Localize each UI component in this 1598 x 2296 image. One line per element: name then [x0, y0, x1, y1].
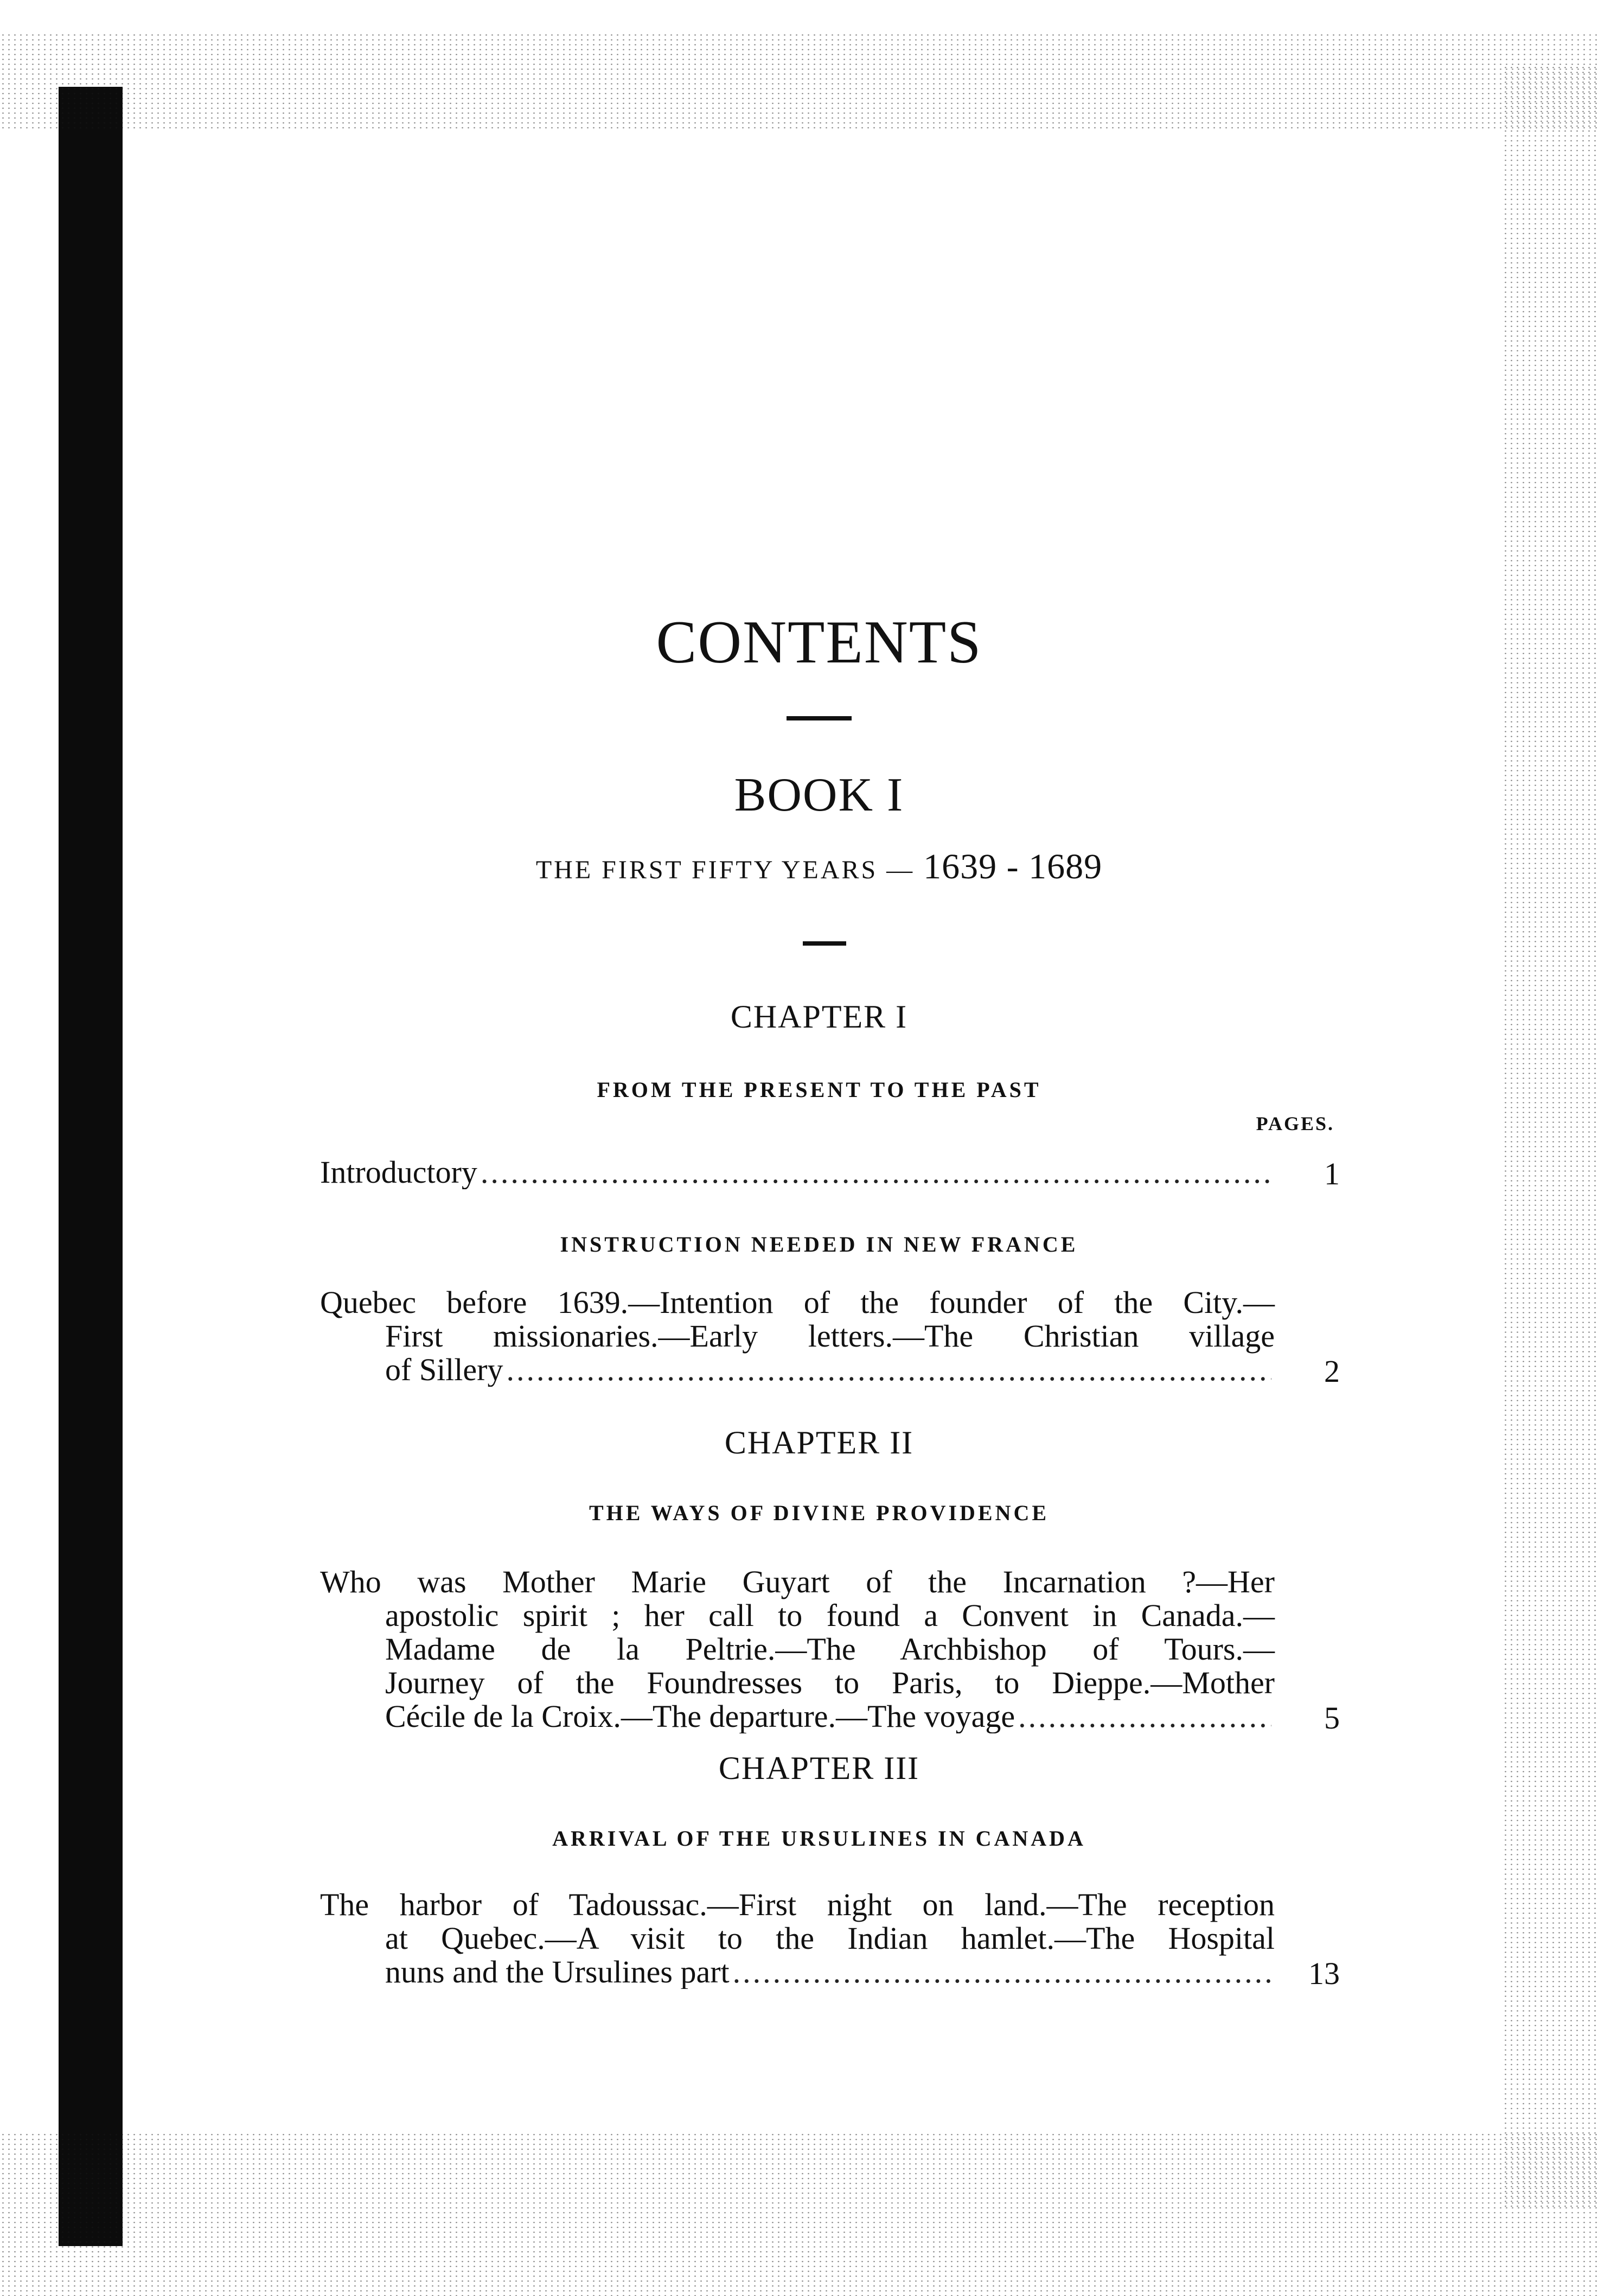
toc-entry-line: Journey of the Foundresses to Paris, to Dieppe.—Mother	[385, 1665, 1275, 1700]
scan-binding-shadow	[59, 87, 123, 2246]
dot-leader	[733, 1955, 1271, 1989]
book-subtitle	[304, 846, 1334, 888]
scan-edge-noise-right	[1503, 65, 1598, 2208]
toc-entry[interactable]	[320, 1565, 1275, 1733]
toc-entry-line: Quebec before 1639.—Intention of the founder of the City.—	[320, 1285, 1275, 1320]
dot-leader	[481, 1156, 1271, 1189]
toc-entry[interactable]	[320, 1888, 1275, 1989]
toc-page-number: 13	[1308, 1956, 1340, 1991]
toc-page-number: 2	[1324, 1354, 1340, 1389]
toc-entry-text: of Sillery	[385, 1353, 503, 1387]
toc-entry-text: Cécile de la Croix.—The departure.—The voyage	[385, 1700, 1015, 1733]
toc-entry-text: nuns and the Ursulines part	[385, 1955, 730, 1989]
scan-edge-noise-top	[0, 33, 1598, 130]
toc-entry-line: apostolic spirit ; her call to found a Convent in Canada.—	[385, 1598, 1275, 1633]
toc-entry-line: First missionaries.—Early letters.—The Christian village	[385, 1318, 1275, 1354]
toc-entry-line: Madame de la Peltrie.—The Archbishop of Tours.—	[385, 1631, 1275, 1667]
toc-entry-line: Who was Mother Marie Guyart of the Incarnation ?—Her	[320, 1564, 1275, 1599]
toc-entry-line: The harbor of Tadoussac.—First night on land.—The reception	[320, 1887, 1275, 1922]
pages-column-label: PAGES.	[1256, 1113, 1334, 1134]
toc-entry-text: Introductory	[320, 1156, 477, 1189]
dot-leader	[1018, 1700, 1271, 1733]
book-divider	[803, 941, 846, 946]
book-title: BOOK I	[734, 769, 904, 821]
chapter-subheading: ARRIVAL OF THE URSULINES IN CANADA	[552, 1826, 1086, 1851]
chapter-heading: CHAPTER I	[730, 999, 908, 1035]
toc-entry[interactable]	[320, 1156, 1275, 1189]
chapter-subheading: FROM THE PRESENT TO THE PAST	[597, 1077, 1041, 1102]
scan-edge-noise-bottom	[0, 2132, 1598, 2296]
toc-entry-line	[320, 1700, 1275, 1733]
toc-page-number: 1	[1324, 1156, 1340, 1191]
chapter-heading: CHAPTER III	[718, 1750, 920, 1786]
chapter-subheading: THE WAYS OF DIVINE PROVIDENCE	[589, 1501, 1050, 1525]
toc-entry-line: at Quebec.—A visit to the Indian hamlet.—The Hospital	[385, 1921, 1275, 1956]
book-subtitle-text: THE FIRST FIFTY YEARS —	[535, 856, 915, 884]
toc-entry-line	[320, 1955, 1275, 1989]
page-title: CONTENTS	[656, 609, 982, 676]
toc-entry-line	[320, 1353, 1275, 1387]
section-subheading: INSTRUCTION NEEDED IN NEW FRANCE	[560, 1232, 1078, 1257]
chapter-heading: CHAPTER II	[724, 1425, 914, 1460]
book-subtitle-years: 1639 - 1689	[923, 847, 1103, 886]
title-divider	[787, 716, 852, 720]
dot-leader	[506, 1353, 1271, 1387]
toc-entry[interactable]	[320, 1286, 1275, 1387]
toc-page-number: 5	[1324, 1700, 1340, 1736]
toc-entry-line	[320, 1156, 1275, 1189]
